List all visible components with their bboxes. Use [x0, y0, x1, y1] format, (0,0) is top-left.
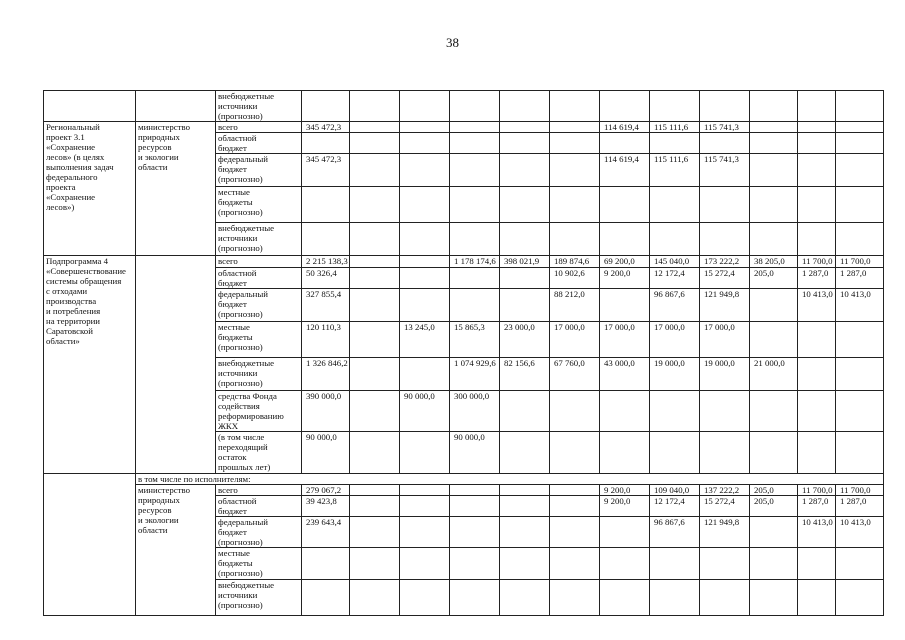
funding-source-cell: внебюджетные источники (прогнозно) — [216, 358, 302, 391]
value-cell — [650, 187, 700, 223]
value-cell — [600, 223, 650, 256]
table-row — [44, 485, 884, 496]
value-cell: 69 200,0 — [600, 256, 650, 268]
value-cell — [302, 548, 350, 580]
value-cell — [400, 496, 450, 517]
value-cell: 96 867,6 — [650, 289, 700, 322]
value-cell — [836, 91, 884, 122]
value-cell — [500, 496, 550, 517]
value-cell — [500, 580, 550, 616]
program-name-cell: Региональный проект 3.1 «Сохранение лесов» (в целях выполнения задач федерального проекта «Сохранение лесов») — [44, 122, 136, 256]
value-cell — [400, 91, 450, 122]
value-cell — [302, 223, 350, 256]
value-cell: 90 000,0 — [400, 391, 450, 432]
value-cell — [650, 91, 700, 122]
value-cell — [350, 133, 400, 154]
value-cell — [350, 187, 400, 223]
executor-cell: министерство природных ресурсов и экологии области — [136, 122, 216, 256]
value-cell: 23 000,0 — [500, 322, 550, 358]
value-cell — [400, 485, 450, 496]
value-cell — [700, 133, 750, 154]
value-cell: 115 741,3 — [700, 154, 750, 187]
value-cell — [500, 485, 550, 496]
value-cell: 121 949,8 — [700, 517, 750, 548]
value-cell — [302, 133, 350, 154]
value-cell: 15 272,4 — [700, 496, 750, 517]
value-cell — [750, 432, 798, 474]
value-cell — [836, 187, 884, 223]
value-cell: 10 413,0 — [798, 289, 836, 322]
value-cell — [750, 289, 798, 322]
value-cell — [836, 432, 884, 474]
value-cell — [750, 580, 798, 616]
value-cell: 15 272,4 — [700, 268, 750, 289]
value-cell: 115 741,3 — [700, 122, 750, 133]
value-cell: 19 000,0 — [650, 358, 700, 391]
value-cell — [798, 358, 836, 391]
value-cell — [302, 91, 350, 122]
value-cell — [836, 322, 884, 358]
value-cell — [350, 548, 400, 580]
value-cell — [700, 580, 750, 616]
value-cell — [400, 289, 450, 322]
funding-source-cell: областной бюджет — [216, 133, 302, 154]
value-cell: 1 074 929,6 — [450, 358, 500, 391]
value-cell: 137 222,2 — [700, 485, 750, 496]
value-cell: 10 413,0 — [798, 517, 836, 548]
value-cell — [500, 91, 550, 122]
value-cell — [798, 91, 836, 122]
value-cell — [798, 154, 836, 187]
funding-source-cell: (в том числе переходящий остаток прошлых лет) — [216, 432, 302, 474]
program-name-cell — [44, 91, 136, 122]
value-cell: 205,0 — [750, 496, 798, 517]
value-cell — [350, 268, 400, 289]
value-cell: 173 222,2 — [700, 256, 750, 268]
executors-label: в том числе по исполнителям: — [136, 474, 884, 485]
value-cell — [500, 517, 550, 548]
funding-source-cell: местные бюджеты (прогнозно) — [216, 322, 302, 358]
value-cell — [500, 432, 550, 474]
value-cell: 50 326,4 — [302, 268, 350, 289]
value-cell: 12 172,4 — [650, 268, 700, 289]
budget-table — [43, 90, 884, 616]
value-cell — [500, 391, 550, 432]
value-cell — [450, 133, 500, 154]
value-cell: 11 700,0 — [836, 485, 884, 496]
value-cell — [836, 391, 884, 432]
value-cell — [400, 580, 450, 616]
value-cell — [500, 122, 550, 133]
value-cell — [450, 154, 500, 187]
value-cell — [350, 154, 400, 187]
value-cell — [700, 548, 750, 580]
value-cell — [450, 122, 500, 133]
table-row — [44, 474, 884, 485]
value-cell — [400, 256, 450, 268]
value-cell — [500, 268, 550, 289]
value-cell — [500, 154, 550, 187]
executor-cell — [136, 256, 216, 474]
value-cell — [836, 580, 884, 616]
value-cell — [400, 122, 450, 133]
value-cell — [350, 496, 400, 517]
value-cell: 109 040,0 — [650, 485, 700, 496]
value-cell: 38 205,0 — [750, 256, 798, 268]
value-cell — [350, 256, 400, 268]
funding-source-cell: областной бюджет — [216, 496, 302, 517]
value-cell — [350, 485, 400, 496]
value-cell: 120 110,3 — [302, 322, 350, 358]
value-cell — [550, 122, 600, 133]
value-cell: 205,0 — [750, 485, 798, 496]
value-cell — [600, 133, 650, 154]
value-cell — [600, 548, 650, 580]
value-cell — [750, 122, 798, 133]
value-cell — [302, 580, 350, 616]
value-cell — [500, 187, 550, 223]
value-cell: 145 040,0 — [650, 256, 700, 268]
value-cell: 11 700,0 — [798, 256, 836, 268]
value-cell — [750, 133, 798, 154]
value-cell: 88 212,0 — [550, 289, 600, 322]
funding-source-cell: федеральный бюджет (прогнозно) — [216, 517, 302, 548]
value-cell: 345 472,3 — [302, 154, 350, 187]
value-cell: 9 200,0 — [600, 485, 650, 496]
value-cell: 19 000,0 — [700, 358, 750, 391]
value-cell — [550, 496, 600, 517]
value-cell — [836, 154, 884, 187]
value-cell — [550, 91, 600, 122]
table-row — [44, 256, 884, 268]
value-cell — [600, 580, 650, 616]
value-cell — [450, 548, 500, 580]
funding-source-cell: областной бюджет — [216, 268, 302, 289]
funding-source-cell: федеральный бюджет (прогнозно) — [216, 154, 302, 187]
value-cell: 189 874,6 — [550, 256, 600, 268]
value-cell: 67 760,0 — [550, 358, 600, 391]
value-cell — [750, 322, 798, 358]
value-cell: 300 000,0 — [450, 391, 500, 432]
value-cell — [550, 187, 600, 223]
value-cell — [798, 322, 836, 358]
value-cell — [500, 289, 550, 322]
value-cell — [302, 187, 350, 223]
value-cell — [450, 517, 500, 548]
value-cell — [750, 517, 798, 548]
value-cell — [400, 187, 450, 223]
value-cell — [798, 133, 836, 154]
program-name-cell — [44, 474, 136, 616]
value-cell — [350, 391, 400, 432]
value-cell — [798, 391, 836, 432]
value-cell: 17 000,0 — [550, 322, 600, 358]
value-cell — [450, 289, 500, 322]
value-cell — [400, 358, 450, 391]
value-cell: 345 472,3 — [302, 122, 350, 133]
value-cell — [700, 223, 750, 256]
value-cell — [400, 154, 450, 187]
value-cell — [650, 223, 700, 256]
value-cell: 90 000,0 — [450, 432, 500, 474]
value-cell: 390 000,0 — [302, 391, 350, 432]
value-cell — [550, 223, 600, 256]
value-cell — [700, 391, 750, 432]
value-cell: 239 643,4 — [302, 517, 350, 548]
value-cell: 114 619,4 — [600, 154, 650, 187]
value-cell: 17 000,0 — [700, 322, 750, 358]
value-cell — [798, 223, 836, 256]
value-cell — [350, 322, 400, 358]
value-cell — [350, 223, 400, 256]
value-cell: 96 867,6 — [650, 517, 700, 548]
value-cell: 1 287,0 — [798, 496, 836, 517]
value-cell — [700, 91, 750, 122]
program-name-cell: Подпрограмма 4 «Совершенствование системы обращения с отходами производства и потребления на территории Саратовской области» — [44, 256, 136, 474]
value-cell — [350, 289, 400, 322]
value-cell — [400, 548, 450, 580]
value-cell: 11 700,0 — [798, 485, 836, 496]
value-cell — [650, 391, 700, 432]
value-cell: 1 287,0 — [798, 268, 836, 289]
value-cell — [650, 133, 700, 154]
value-cell — [350, 91, 400, 122]
value-cell — [400, 517, 450, 548]
value-cell: 9 200,0 — [600, 268, 650, 289]
value-cell — [836, 223, 884, 256]
value-cell — [836, 548, 884, 580]
value-cell — [600, 391, 650, 432]
value-cell — [750, 91, 798, 122]
value-cell: 121 949,8 — [700, 289, 750, 322]
value-cell — [798, 122, 836, 133]
value-cell — [350, 517, 400, 548]
value-cell: 2 215 138,3 — [302, 256, 350, 268]
value-cell — [700, 187, 750, 223]
value-cell: 115 111,6 — [650, 154, 700, 187]
value-cell — [500, 548, 550, 580]
value-cell — [600, 432, 650, 474]
value-cell: 17 000,0 — [600, 322, 650, 358]
executor-cell — [136, 91, 216, 122]
value-cell — [450, 485, 500, 496]
funding-source-cell: внебюджетные источники (прогнозно) — [216, 580, 302, 616]
value-cell — [550, 548, 600, 580]
value-cell — [500, 133, 550, 154]
value-cell: 11 700,0 — [836, 256, 884, 268]
value-cell — [650, 432, 700, 474]
value-cell: 205,0 — [750, 268, 798, 289]
value-cell: 43 000,0 — [600, 358, 650, 391]
value-cell — [400, 268, 450, 289]
value-cell: 9 200,0 — [600, 496, 650, 517]
value-cell — [500, 223, 550, 256]
executor-cell: министерство природных ресурсов и экологии области — [136, 485, 216, 616]
value-cell: 15 865,3 — [450, 322, 500, 358]
value-cell: 10 413,0 — [836, 517, 884, 548]
value-cell: 10 413,0 — [836, 289, 884, 322]
value-cell — [798, 187, 836, 223]
value-cell — [600, 187, 650, 223]
value-cell — [650, 548, 700, 580]
value-cell — [600, 91, 650, 122]
page-number: 38 — [446, 35, 459, 50]
value-cell — [450, 91, 500, 122]
value-cell — [750, 187, 798, 223]
value-cell — [550, 133, 600, 154]
value-cell — [450, 580, 500, 616]
value-cell — [450, 496, 500, 517]
value-cell — [550, 485, 600, 496]
value-cell — [836, 133, 884, 154]
value-cell — [550, 517, 600, 548]
value-cell: 327 855,4 — [302, 289, 350, 322]
funding-source-cell: средства Фонда содействия реформированию ЖКХ — [216, 391, 302, 432]
value-cell — [550, 154, 600, 187]
value-cell — [350, 432, 400, 474]
value-cell — [450, 268, 500, 289]
value-cell — [650, 580, 700, 616]
value-cell — [600, 289, 650, 322]
value-cell — [798, 548, 836, 580]
value-cell — [798, 580, 836, 616]
value-cell: 114 619,4 — [600, 122, 650, 133]
value-cell: 1 287,0 — [836, 496, 884, 517]
value-cell — [400, 133, 450, 154]
value-cell: 13 245,0 — [400, 322, 450, 358]
funding-source-cell: всего — [216, 485, 302, 496]
table-row — [44, 122, 884, 133]
value-cell: 1 287,0 — [836, 268, 884, 289]
value-cell: 90 000,0 — [302, 432, 350, 474]
value-cell — [600, 517, 650, 548]
value-cell — [750, 223, 798, 256]
value-cell: 10 902,6 — [550, 268, 600, 289]
value-cell — [400, 432, 450, 474]
value-cell: 115 111,6 — [650, 122, 700, 133]
value-cell: 39 423,8 — [302, 496, 350, 517]
funding-source-cell: местные бюджеты (прогнозно) — [216, 187, 302, 223]
value-cell: 1 178 174,6 — [450, 256, 500, 268]
value-cell — [750, 548, 798, 580]
value-cell — [550, 580, 600, 616]
funding-source-cell: внебюджетные источники (прогнозно) — [216, 91, 302, 122]
value-cell: 17 000,0 — [650, 322, 700, 358]
value-cell — [450, 223, 500, 256]
value-cell: 82 156,6 — [500, 358, 550, 391]
value-cell — [550, 391, 600, 432]
value-cell — [836, 122, 884, 133]
value-cell: 21 000,0 — [750, 358, 798, 391]
funding-source-cell: всего — [216, 122, 302, 133]
value-cell — [350, 122, 400, 133]
value-cell: 279 067,2 — [302, 485, 350, 496]
value-cell: 1 326 846,2 — [302, 358, 350, 391]
value-cell — [350, 580, 400, 616]
value-cell — [450, 187, 500, 223]
value-cell — [400, 223, 450, 256]
value-cell: 398 021,9 — [500, 256, 550, 268]
funding-source-cell: федеральный бюджет (прогнозно) — [216, 289, 302, 322]
value-cell — [350, 358, 400, 391]
funding-source-cell: внебюджетные источники (прогнозно) — [216, 223, 302, 256]
value-cell: 12 172,4 — [650, 496, 700, 517]
value-cell — [750, 154, 798, 187]
funding-source-cell: местные бюджеты (прогнозно) — [216, 548, 302, 580]
value-cell — [750, 391, 798, 432]
table-row — [44, 91, 884, 122]
funding-source-cell: всего — [216, 256, 302, 268]
value-cell — [798, 432, 836, 474]
value-cell — [836, 358, 884, 391]
value-cell — [700, 432, 750, 474]
value-cell — [550, 432, 600, 474]
